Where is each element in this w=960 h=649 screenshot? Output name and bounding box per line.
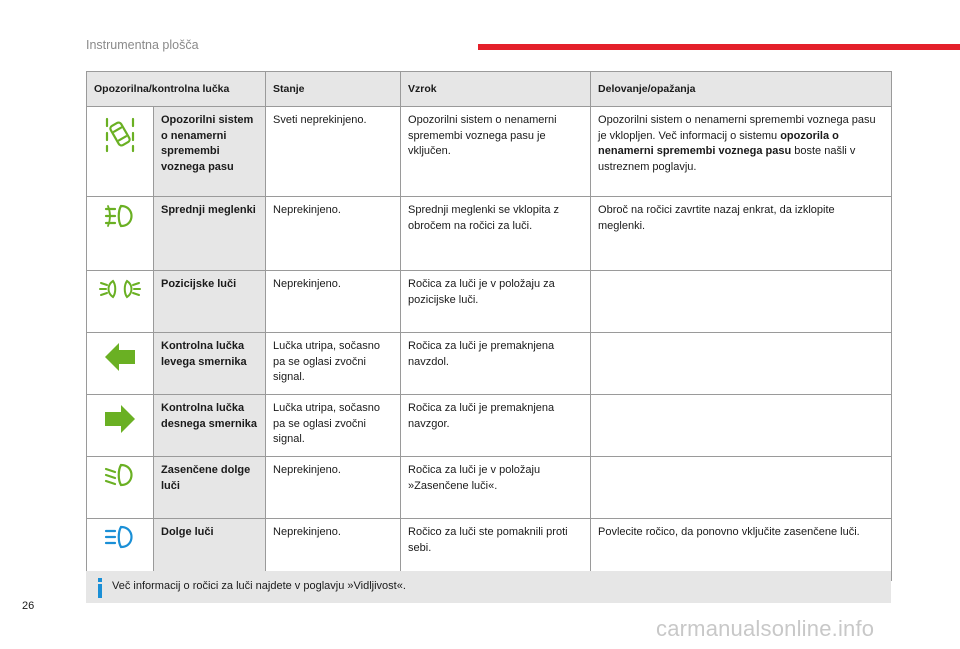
lamp-state: Neprekinjeno.: [266, 519, 401, 581]
warning-lamps-table: [86, 71, 892, 581]
lamp-state: Lučka utripa, sočasno pa se oglasi zvočni signal.: [266, 395, 401, 457]
table-row: [87, 197, 892, 271]
lamp-name: Kontrolna lučka levega smernika: [154, 333, 266, 395]
info-note-text: Več informacij o ročici za luči najdete v poglavju »Vidljivost«.: [112, 580, 406, 592]
lamp-name: Zasenčene dolge luči: [154, 457, 266, 519]
dipped-beam-icon: [94, 463, 146, 487]
lamp-action: Obroč na ročici zavrtite nazaj enkrat, da izklopite meglenki.: [591, 197, 892, 271]
table-row: [87, 457, 892, 519]
column-header-lamp: Opozorilna/kontrolna lučka: [87, 72, 266, 107]
left-indicator-icon: [94, 339, 146, 375]
lane-departure-warning-icon: [94, 113, 146, 153]
lamp-name: Dolge luči: [154, 519, 266, 581]
lamp-state: Neprekinjeno.: [266, 271, 401, 333]
lamp-state: Neprekinjeno.: [266, 457, 401, 519]
lamp-action: [591, 271, 892, 333]
lamp-action: Opozorilni sistem o nenamerni spremembi voznega pasu je vklopljen. Več informacij o sistemu opozorila o nenamerni spremembi voznega pasu boste našli v ustreznem poglavju.: [591, 107, 892, 197]
column-header-action: Delovanje/opažanja: [591, 72, 892, 107]
lamp-name: Sprednji meglenki: [154, 197, 266, 271]
lamp-state: Sveti neprekinjeno.: [266, 107, 401, 197]
lamp-cause: Ročica za luči je premaknjena navzdol.: [401, 333, 591, 395]
lamp-name: Kontrolna lučka desnega smernika: [154, 395, 266, 457]
page-section-title: Instrumentna plošča: [86, 38, 199, 52]
lamp-cause: Ročico za luči ste pomaknili proti sebi.: [401, 519, 591, 581]
lamp-name: Opozorilni sistem o nenamerni spremembi voznega pasu: [154, 107, 266, 197]
info-note: [86, 571, 891, 603]
right-indicator-icon: [94, 401, 146, 437]
lamp-action: [591, 333, 892, 395]
lamp-cause: Ročica za luči je v položaju za pozicijske luči.: [401, 271, 591, 333]
table-row: [87, 395, 892, 457]
front-fog-lights-icon: [94, 203, 146, 229]
position-lights-icon: [94, 277, 146, 301]
column-header-state: Stanje: [266, 72, 401, 107]
column-header-cause: Vzrok: [401, 72, 591, 107]
watermark: carmanualsonline.info: [656, 616, 875, 641]
table-row: [87, 107, 892, 197]
info-icon: [95, 578, 105, 603]
lamp-name: Pozicijske luči: [154, 271, 266, 333]
lamp-cause: Ročica za luči je premaknjena navzgor.: [401, 395, 591, 457]
lamp-cause: Sprednji meglenki se vklopita z obročem na ročici za luči.: [401, 197, 591, 271]
page-number: 26: [22, 600, 35, 612]
lamp-state: Lučka utripa, sočasno pa se oglasi zvočni signal.: [266, 333, 401, 395]
lamp-cause: Opozorilni sistem o nenamerni spremembi voznega pasu je vključen.: [401, 107, 591, 197]
lamp-action: Povlecite ročico, da ponovno vključite zasenčene luči.: [591, 519, 892, 581]
lamp-cause: Ročica za luči je v položaju »Zasenčene luči«.: [401, 457, 591, 519]
main-beam-icon: [94, 525, 146, 549]
table-row: [87, 271, 892, 333]
table-row: [87, 333, 892, 395]
table-header-row: [87, 72, 892, 107]
section-accent-bar: [478, 44, 960, 50]
lamp-state: Neprekinjeno.: [266, 197, 401, 271]
lamp-action: [591, 457, 892, 519]
lamp-action: [591, 395, 892, 457]
